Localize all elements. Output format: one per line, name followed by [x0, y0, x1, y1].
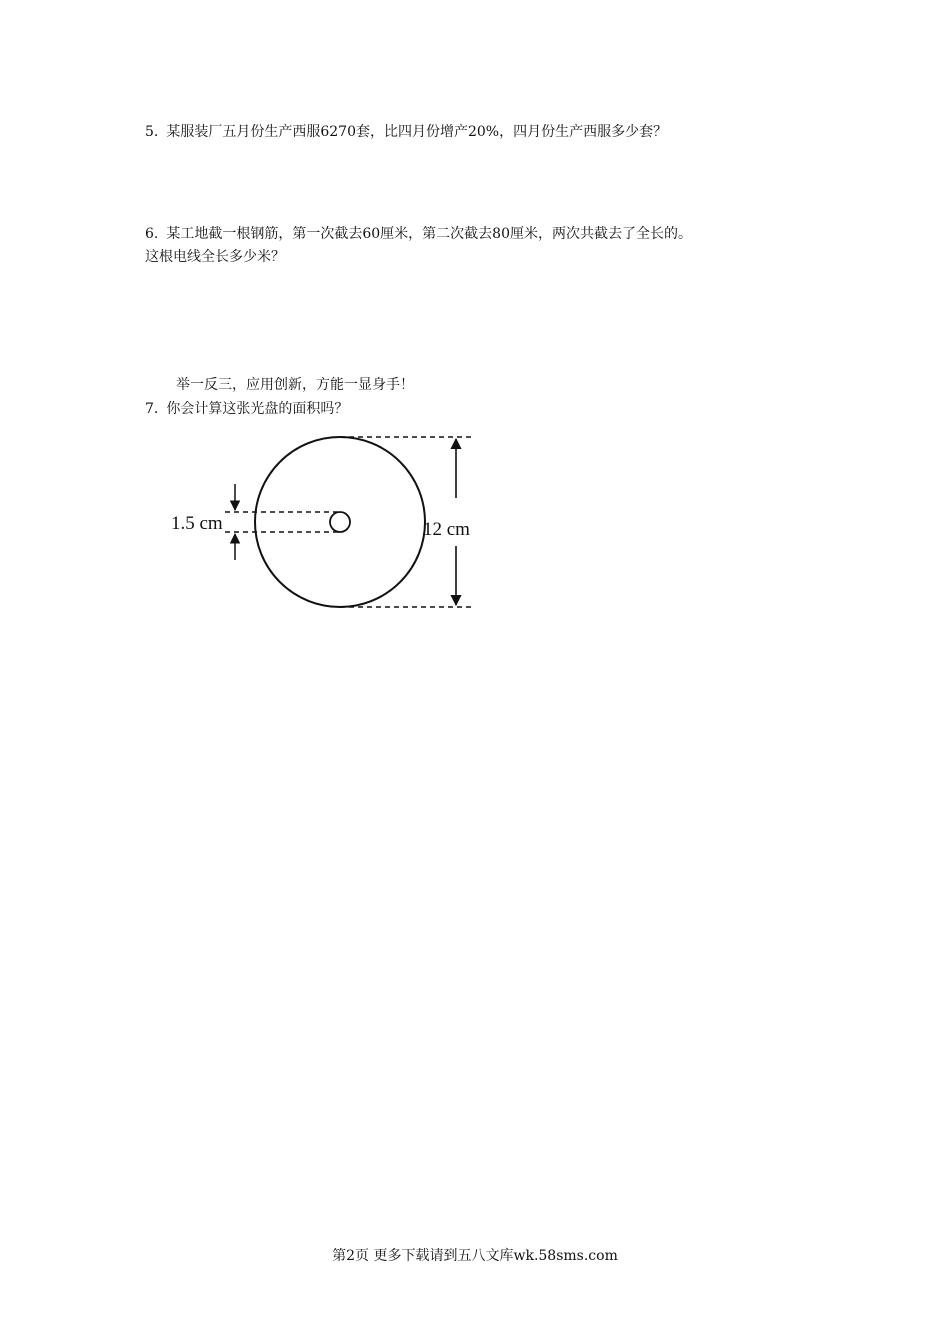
inner-hole-circle [330, 512, 350, 532]
outer-circle [255, 437, 425, 607]
question-5 [145, 122, 667, 142]
page-footer: 第2页 更多下载请到五八文库wk.58sms.com [332, 1248, 618, 1264]
inner-diameter-label: 1.5 cm [171, 513, 223, 534]
outer-diameter-label: 12 cm [423, 519, 470, 540]
section-motto: 举一反三，应用创新，方能一显身手！ [176, 377, 414, 393]
question-6-text-line1: 某工地截一根钢筋，第一次截去60厘米，第二次截去80厘米，两次共截去了全长的。 [166, 226, 692, 242]
cd-disc-figure [165, 430, 495, 620]
question-6 [145, 224, 692, 244]
question-7-text: 你会计算这张光盘的面积吗？ [166, 401, 349, 417]
question-6-number: 6. [145, 226, 159, 242]
question-5-text: 某服装厂五月份生产西服6270套，比四月份增产20%，四月份生产西服多少套？ [166, 124, 668, 140]
question-6-text-line2: 这根电线全长多少米？ [145, 249, 285, 265]
question-7 [145, 399, 348, 419]
question-5-number: 5. [145, 124, 159, 140]
question-7-number: 7. [145, 401, 159, 417]
